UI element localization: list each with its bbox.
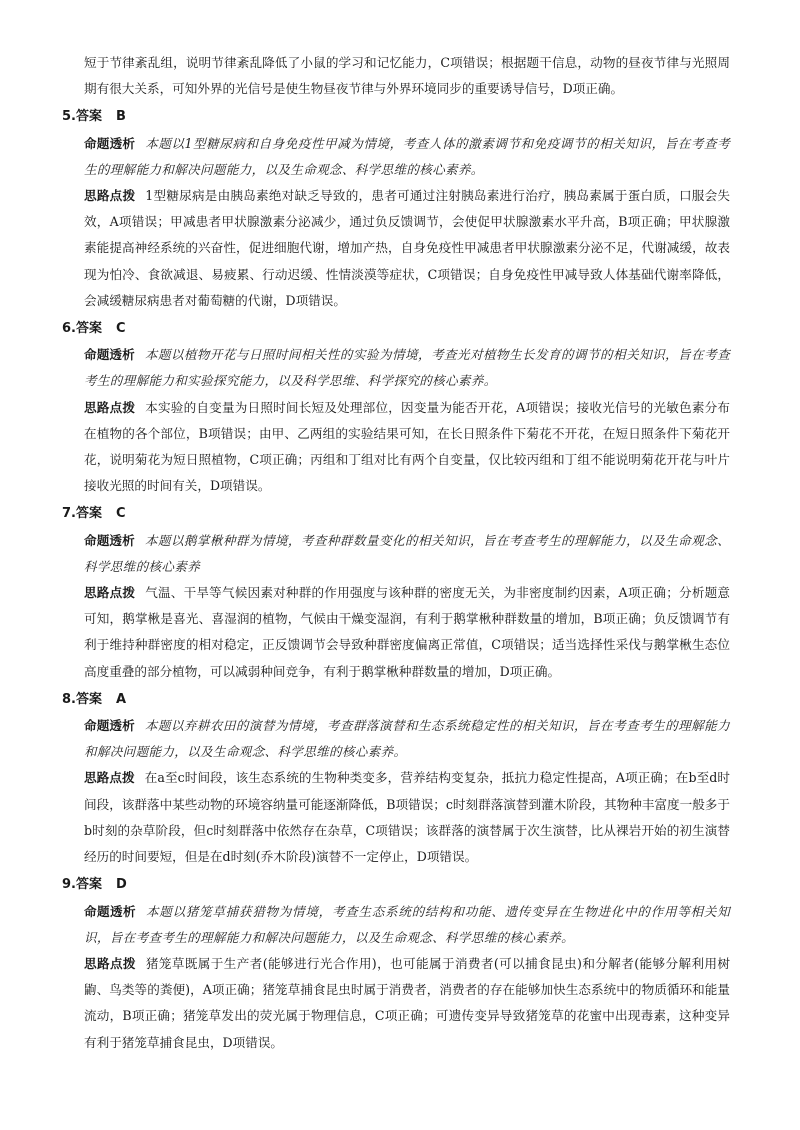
answer-item-5 [62,104,730,314]
answer-label: 答案 [75,877,102,893]
answer-label: 答案 [75,506,102,522]
analysis-text: 本题以猪笼草捕获猎物为情境，考查生态系统的结构和功能、遗传变异在生物进化中的作用等相关知识，旨在考查考生的理解能力和解决问题能力，以及生命观念、科学思维的核心素养。 [84,903,731,945]
hint-paragraph [62,951,730,1056]
analysis-label: 命题透析 [84,718,135,734]
analysis-paragraph [62,713,730,765]
hint-text: 气温、干旱等气候因素对种群的作用强度与该种群的密度无关，为非密度制约因素，A项正确；分析题意可知，鹅掌楸是喜光、喜湿润的植物，气候由干燥变湿润，有利于鹅掌楸种群数量的增加，B项正确；负反馈调节有利于维持种群密度的相对稳定，正反馈调节会导致种群密度偏离正常值，C项错误；适当选择性采伐与鹅掌楸生态位高度重叠的部分植物，可以减弱种间竞争，有利于鹅掌楸种群数量的增加，D项正确。 [84,585,730,679]
hint-label: 思路点拨 [84,585,136,601]
answer-label: 答案 [75,109,102,125]
answer-item-9 [62,872,730,1055]
hint-label: 思路点拨 [84,188,136,204]
hint-label: 思路点拨 [84,399,136,415]
question-number: 5. [62,109,76,125]
answer-heading [62,104,730,130]
answer-letter: A [116,691,127,707]
hint-label: 思路点拨 [84,955,136,971]
analysis-label: 命题透析 [84,532,135,548]
continued-explanation: 短于节律紊乱组，说明节律紊乱降低了小鼠的学习和记忆能力，C项错误；根据题干信息，动物的昼夜节律与光照周期有很大关系，可知外界的光信号是使生物昼夜节律与外界环境同步的重要诱导信号，D项正确。 [84,55,730,97]
hint-paragraph [62,183,730,314]
answer-document [62,50,730,1056]
answer-item-6 [62,316,730,499]
hint-label: 思路点拨 [84,770,135,786]
answer-label: 答案 [75,321,102,337]
answer-letter: C [116,321,126,337]
answer-heading [62,316,730,342]
answer-heading [62,872,730,898]
answer-label: 答案 [75,691,102,707]
question-number: 6. [62,321,76,337]
hint-paragraph [62,765,730,870]
analysis-text: 本题以1型糖尿病和自身免疫性甲减为情境，考查人体的激素调节和免疫调节的相关知识，旨在考查考生的理解能力和解决问题能力，以及生命观念、科学思维的核心素养。 [84,135,731,177]
answer-letter: C [116,506,126,522]
analysis-text: 本题以弃耕农田的演替为情境，考查群落演替和生态系统稳定性的相关知识，旨在考查考生的理解能力和解决问题能力，以及生命观念、科学思维的核心素养。 [84,718,731,760]
analysis-text: 本题以鹅掌楸种群为情境，考查种群数量变化的相关知识，旨在考查考生的理解能力，以及生命观念、科学思维的核心素养 [84,532,731,574]
hint-paragraph [62,395,730,500]
analysis-label: 命题透析 [84,347,135,363]
question-number: 7. [62,506,76,522]
answer-item-8 [62,687,730,870]
question-number: 9. [62,877,76,893]
answer-letter: B [116,109,126,125]
answer-heading [62,501,730,527]
analysis-paragraph [62,528,730,580]
question-number: 8. [62,691,76,707]
hint-text: 本实验的自变量为日照时间长短及处理部位，因变量为能否开花，A项错误；接收光信号的光敏色素分布在植物的各个部位，B项错误；由甲、乙两组的实验结果可知，在长日照条件下菊花不开花，在短日照条件下菊花开花，说明菊花为短日照植物，C项正确；丙组和丁组对比有两个自变量，仅比较丙组和丁组不能说明菊花开花与叶片接收光照的时间有关，D项错误。 [84,399,730,494]
analysis-paragraph [62,899,730,951]
answer-item-7 [62,501,730,684]
hint-text: 1型糖尿病是由胰岛素绝对缺乏导致的，患者可通过注射胰岛素进行治疗，胰岛素属于蛋白质，口服会失效，A项错误；甲减患者甲状腺激素分泌减少，通过负反馈调节，会使促甲状腺激素水平升高，B项正确；甲状腺激素能提高神经系统的兴奋性，促进细胞代谢，增加产热，自身免疫性甲减患者甲状腺激素分泌不足，代谢减缓，故表现为怕冷、食欲减退、易疲累、行动迟缓、性情淡漠等症状，C项错误；自身免疫性甲减导致人体基础代谢率降低，会减缓糖尿病患者对葡萄糖的代谢，D项错误。 [84,188,730,308]
analysis-text: 本题以植物开花与日照时间相关性的实验为情境，考查光对植物生长发育的调节的相关知识，旨在考查考生的理解能力和实验探究能力，以及科学思维、科学探究的核心素养。 [84,347,731,389]
answer-letter: D [116,877,127,893]
hint-text: 猪笼草既属于生产者(能够进行光合作用)，也可能属于消费者(可以捕食昆虫)和分解者(能够分解利用树鼩、鸟类等的粪便)，A项正确；猪笼草捕食昆虫时属于消费者，消费者的存在能够加快生态系统中的物质循环和能量流动，B项正确；猪笼草发出的荧光属于物理信息，C项正确；可遗传变异导致猪笼草的花蜜中出现毒素，这种变异有利于猪笼草捕食昆虫，D项错误。 [84,955,730,1050]
analysis-label: 命题透析 [84,903,136,919]
answer-heading [62,687,730,713]
hint-paragraph [62,580,730,685]
analysis-paragraph [62,131,730,183]
hint-text: 在a至c时间段，该生态系统的生物种类变多，营养结构变复杂，抵抗力稳定性提高，A项正确；在b至d时间段，该群落中某些动物的环境容纳量可能逐渐降低，B项错误；c时刻群落演替到灌木阶段，其物种丰富度一般多于b时刻的杂草阶段，但c时刻群落中依然存在杂草，C项错误；该群落的演替属于次生演替，比从裸岩开始的初生演替经历的时间要短，但是在d时刻(乔木阶段)演替不一定停止，D项错误。 [84,770,731,865]
analysis-label: 命题透析 [84,135,136,151]
analysis-paragraph [62,342,730,394]
